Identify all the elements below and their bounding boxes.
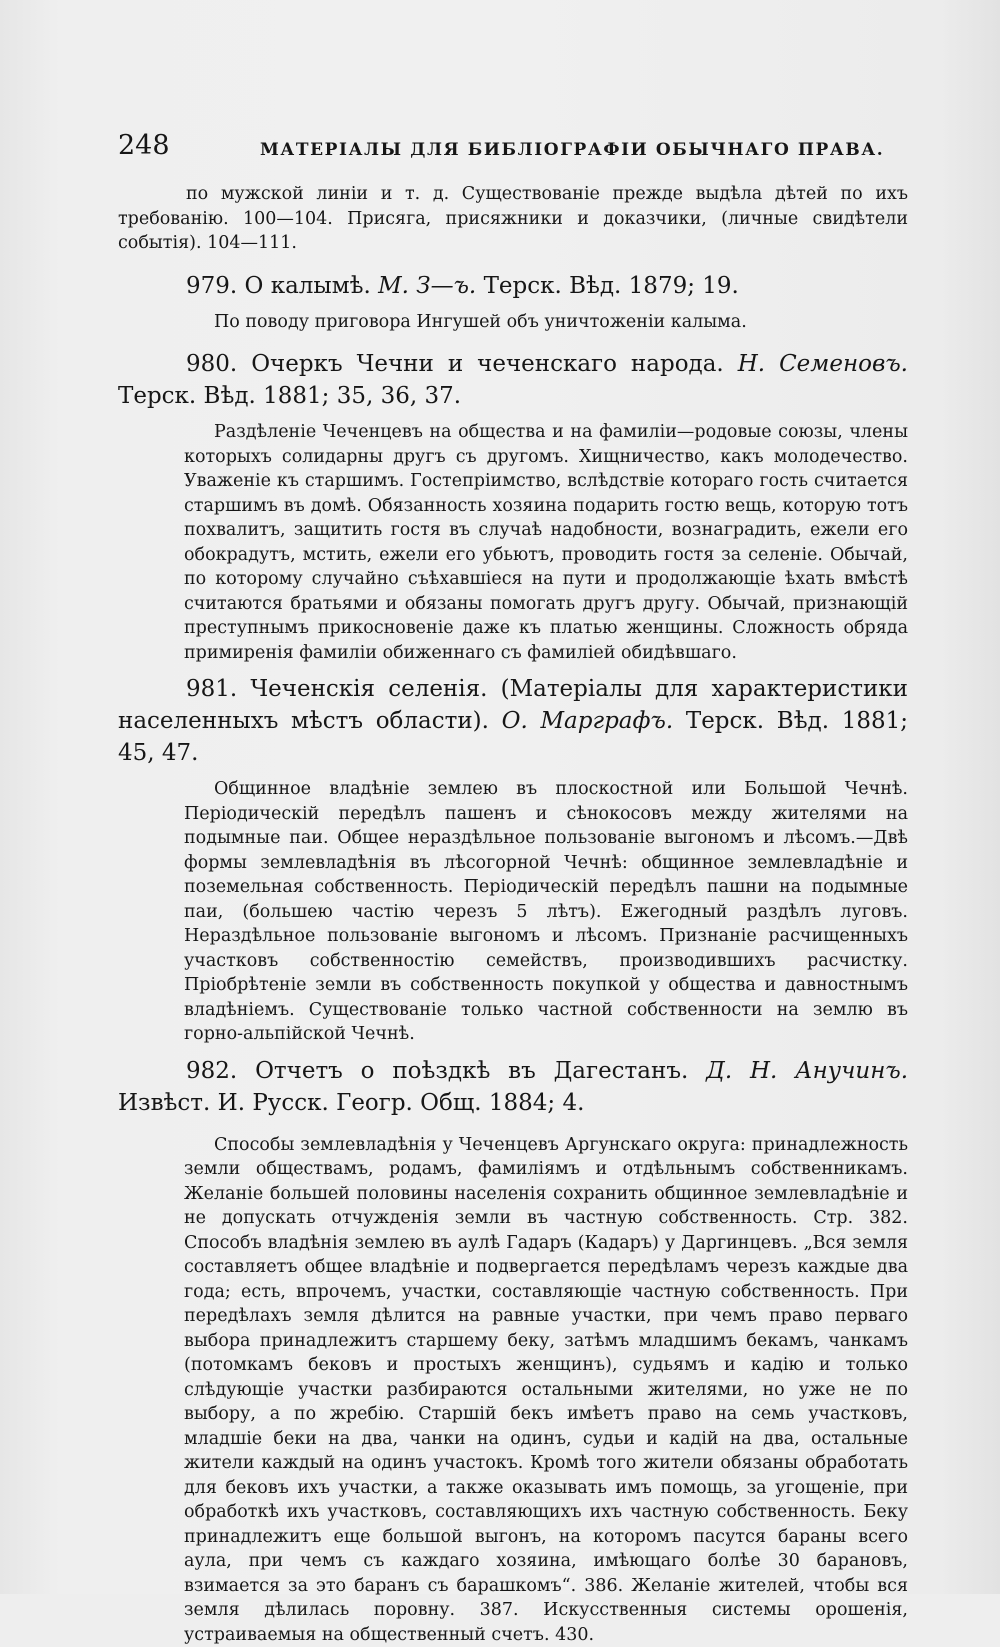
entry-heading xyxy=(118,270,908,302)
running-title: МАТЕРІАЛЫ ДЛЯ БИБЛІОГРАФІИ ОБЫЧНАГО ПРАВА. xyxy=(260,140,884,160)
page-header xyxy=(118,130,908,170)
entry-source: Терск. Вѣд. 1879; 19. xyxy=(484,273,739,299)
entry-982 xyxy=(118,1055,908,1647)
entry-number: 982. xyxy=(186,1058,237,1084)
page-number: 248 xyxy=(118,130,170,161)
entry-title: О калымѣ. xyxy=(245,273,371,299)
page-content xyxy=(118,182,908,1647)
entry-annotation: Общинное владѣніе землею въ плоскостной или Большой Чечнѣ. Періодическій передѣлъ пашенъ и сѣнокосовъ между жителями на подымные паи. Общее нераздѣльное пользованіе выгономъ и лѣсомъ.—Двѣ формы землевладѣнія въ лѣсогорной Чечнѣ: общинное землевладѣніе и поземельная собственность. Періодическій передѣлъ пашни на подымные паи, (большею частію черезъ 5 лѣтъ). Ежегодный раздѣлъ луговъ. Нераздѣльное пользованіе выгономъ и лѣсомъ. Признаніе расчищенныхъ участковъ собственностію семействъ, производившихъ расчистку. Пріобрѣтеніе земли въ собственность покупкой у общества и давностнымъ владѣніемъ. Существованіе только частной собственности на землю въ горно-альпійской Чечнѣ. xyxy=(184,777,908,1047)
entry-source: Терск. Вѣд. 1881; 35, 36, 37. xyxy=(118,383,461,409)
entry-981 xyxy=(118,673,908,1047)
entry-heading xyxy=(118,673,908,769)
entry-979 xyxy=(118,270,908,335)
entry-annotation: Раздѣленіе Чеченцевъ на общества и на фамиліи—родовые союзы, члены которыхъ солидарны другъ съ другомъ. Хищничество, какъ молодечество. Уваженіе къ старшимъ. Гостепріимство, вслѣдствіе котораго гость считается старшимъ въ домѣ. Обязанность хозяина подарить гостю вещь, которую тотъ похвалитъ, защитить гостя въ случаѣ надобности, вознаградить, ежели его обокрадутъ, мстить, ежели его убьютъ, проводить гостя за селеніе. Обычай, по которому случайно съѣхавшіеся на пути и продолжающіе ѣхать вмѣстѣ считаются братьями и обязаны помогать другъ другу. Обычай, признающій преступнымъ прикосновеніе даже къ платью женщины. Сложность обряда примиренія фамиліи обиженнаго съ фамиліей обидѣвшаго. xyxy=(184,420,908,665)
entry-title: Отчетъ о поѣздкѣ въ Дагестанъ. xyxy=(255,1058,688,1084)
entry-author: Н. Семеновъ. xyxy=(738,351,908,377)
entry-980 xyxy=(118,348,908,665)
entry-heading xyxy=(118,1055,908,1119)
entry-author: Д. Н. Анучинъ. xyxy=(706,1058,908,1084)
entry-heading xyxy=(118,348,908,412)
continuation-text: по мужской линіи и т. д. Существованіе прежде выдѣла дѣтей по ихъ требованію. 100—104. Присяга, присяжники и доказчики, (личные свидѣтели событія). 104—111. xyxy=(118,182,908,256)
entry-source: Извѣст. И. Русск. Геогр. Общ. 1884; 4. xyxy=(118,1090,584,1116)
entry-title: Очеркъ Чечни и чеченскаго народа. xyxy=(251,351,724,377)
entry-title: Чеченскія селенія. (Матеріалы для характеристики населенныхъ мѣстъ области). xyxy=(118,676,908,734)
entry-source: Терск. Вѣд. 1881; 45, 47. xyxy=(118,708,908,766)
entry-author: О. Марграфъ. xyxy=(502,708,674,734)
entry-author: М. З—ъ. xyxy=(378,273,476,299)
entry-annotation: По поводу приговора Ингушей объ уничтоженіи калыма. xyxy=(184,310,908,335)
entry-number: 981. xyxy=(186,676,237,702)
entry-annotation: Способы землевладѣнія у Чеченцевъ Аргунскаго округа: принадлежность земли обществамъ, родамъ, фамиліямъ и отдѣльнымъ собственникамъ. Желаніе большей половины населенія сохранить общинное землевладѣніе и не допускать отчужденія земли въ частную собственность. Стр. 382. Способъ владѣнія землею въ аулѣ Гадаръ (Кадаръ) у Даргинцевъ. „Вся земля составляетъ общее владѣніе и подвергается передѣламъ черезъ каждые два года; есть, впрочемъ, участки, составляющіе частную собственность. При передѣлахъ земля дѣлится на равные участки, при чемъ право перваго выбора принадлежитъ старшему беку, затѣмъ младшимъ бекамъ, чанкамъ (потомкамъ бековъ и простыхъ женщинъ), судьямъ и кадію и только слѣдующіе участки разбираются остальными жителями, но уже не по выбору, а по жребію. Старшій бекъ имѣетъ право на семь участковъ, младшіе беки на два, чанки на одинъ, судьи и кадій на два, остальные жители каждый на одинъ участокъ. Кромѣ того жители обязаны обработать для бековъ ихъ участки, а также оказывать имъ помощь, за угощеніе, при обработкѣ ихъ участковъ, составляющихъ ихъ частную собственность. Беку принадлежитъ еще большой выгонъ, на которомъ пасутся бараны всего аула, при чемъ съ каждаго хозяина, имѣющаго болѣе 30 барановъ, взимается за это баранъ съ барашкомъ“. 386. Желаніе жителей, чтобы вся земля дѣлилась поровну. 387. Искусственныя системы орошенія, устраиваемыя на общественный счетъ. 430. xyxy=(184,1133,908,1647)
entry-number: 979. xyxy=(186,273,237,299)
entry-number: 980. xyxy=(186,351,237,377)
